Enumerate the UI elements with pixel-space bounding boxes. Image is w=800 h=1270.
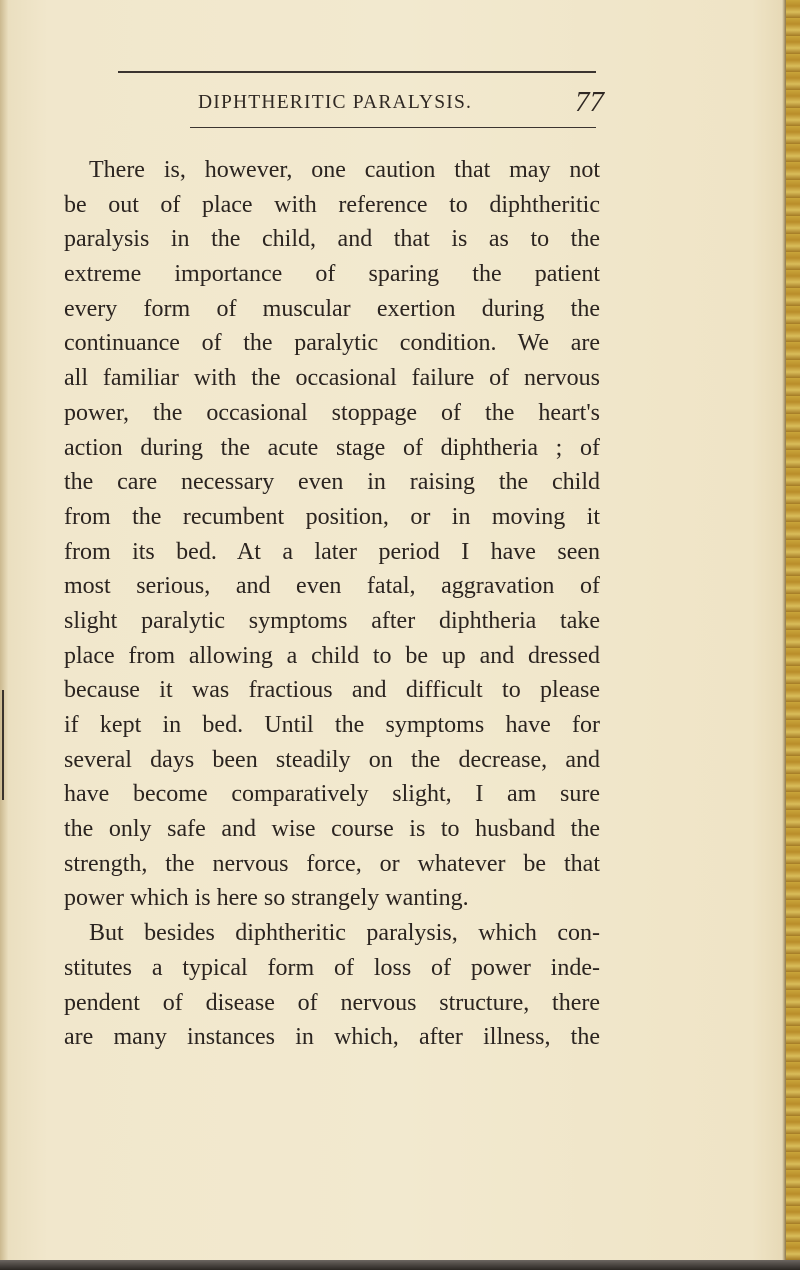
- header-rule-bottom: [190, 127, 596, 128]
- text-line: continuance of the paralytic condition. We are: [64, 330, 600, 357]
- text-line: There is, however, one caution that may not: [89, 157, 600, 183]
- text-line: slight paralytic symptoms after diphtheria take: [64, 607, 600, 634]
- text-line: the only safe and wise course is to husband the: [64, 816, 600, 843]
- text-line: the care necessary even in raising the child: [64, 469, 600, 496]
- text-line: action during the acute stage of diphtheria ; of: [64, 434, 600, 461]
- text-line: every form of muscular exertion during the: [64, 295, 600, 322]
- gilt-page-edge: [786, 0, 800, 1270]
- text-line: strength, the nervous force, or whatever be that: [64, 850, 600, 877]
- page-number: 77: [575, 86, 604, 118]
- page-header: [0, 86, 800, 122]
- text-line: power, the occasional stoppage of the heart's: [64, 399, 600, 426]
- text-line: place from allowing a child to be up and dressed: [64, 642, 600, 669]
- header-rule-top: [118, 71, 596, 73]
- text-line: if kept in bed. Until the symptoms have for: [64, 712, 600, 738]
- running-head: DIPHTHERITIC PARALYSIS.: [198, 92, 473, 113]
- text-line: But besides diphtheritic paralysis, which con-: [89, 920, 600, 947]
- text-line: from its bed. At a later period I have seen: [64, 538, 600, 565]
- page-left-edge: [0, 0, 8, 1270]
- text-line: be out of place with reference to diphtheritic: [64, 191, 600, 218]
- text-line: extreme importance of sparing the patient: [64, 261, 600, 288]
- text-line: several days been steadily on the decrease, and: [64, 746, 600, 773]
- text-line: from the recumbent position, or in moving it: [64, 503, 600, 530]
- text-line: pendent of disease of nervous structure, there: [64, 989, 600, 1016]
- text-line: paralysis in the child, and that is as to the: [64, 226, 600, 253]
- text-line: because it was fractious and difficult to please: [64, 677, 600, 704]
- text-line: have become comparatively slight, I am sure: [64, 781, 600, 808]
- text-line: power which is here so strangely wanting.: [64, 885, 469, 912]
- text-line: are many instances in which, after illness, the: [64, 1024, 600, 1051]
- text-line: stitutes a typical form of loss of power inde-: [64, 954, 600, 981]
- page-bottom-edge: [0, 1260, 800, 1270]
- body-text: [64, 153, 600, 1055]
- binding-mark: [2, 690, 4, 800]
- text-line: most serious, and even fatal, aggravation of: [64, 573, 600, 600]
- text-line: all familiar with the occasional failure of nervous: [64, 365, 600, 392]
